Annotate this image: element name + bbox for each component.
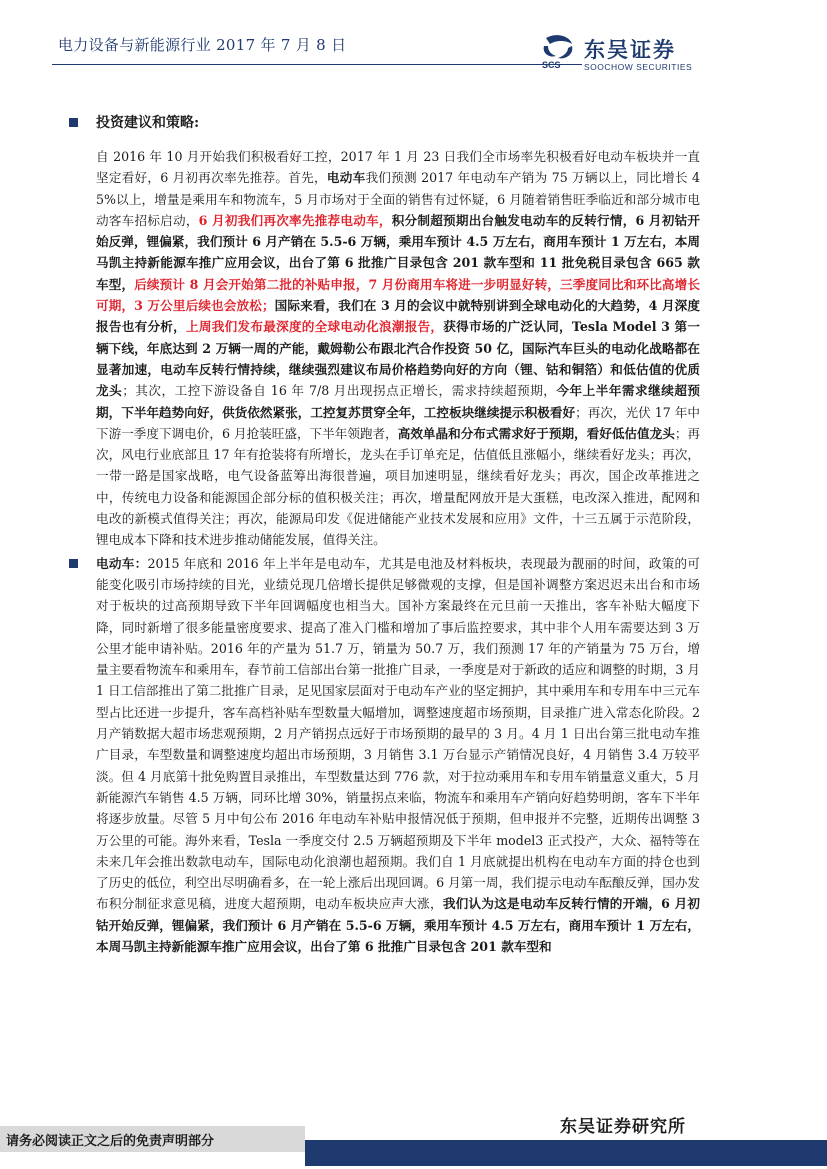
- text-segment: 获得市场的广泛认同，Tesla Model 3 第一辆下线，年底达到 2 万辆一周的产能，戴姆勒公布跟北汽合作投资 50 亿，国际汽车巨头的电动化战略都在显著加速，电动车反转行情持续，继续强烈建议布局价格趋势向好的方向（锂、钴和铜箔）和低估值的优质龙头: [96, 319, 701, 399]
- text-segment: ；再次，风电行业底部且 17 年有抢装将有所增长，龙头在手订单充足，估值低且涨幅小，继续看好龙头；再次，一带一路是国家战略，电气设备蓝筹出海很普遍，项目加速明显，继续看好龙头；再次，国企改革推进之中，传统电力设备和能源国企部分标的值积极关注；再次，增量配网放开是大蛋糕，电改深入推进，配网和电改的新模式值得关注；再次，能源局印发《促进储能产业技术发展和应用》文件，十三五属于示范阶段，锂电成本下降和技术进步推动储能发展，值得关注。: [96, 425, 701, 548]
- logo-chinese-name: 东吴证券: [584, 38, 676, 62]
- logo-english-name: SOOCHOW SECURITIES: [584, 62, 693, 72]
- disclaimer-band: [0, 1126, 305, 1152]
- text-segment: 电动车：: [96, 555, 148, 571]
- header-divider: [52, 64, 582, 65]
- footer-navy-bar: [305, 1140, 827, 1166]
- text-segment: 我们预测 2017 年电动车产销为 75 万辆以上，同比增长 45%以上，增量是乘用车和物流车，5 月市场对于全面的销售有过怀疑，6 月随着销售旺季临近和部分城市电动客车招标启动，: [96, 170, 700, 228]
- text-segment: ；再次，光伏 17 年中下游一季度下调电价，6 月抢装旺盛，下半年领跑者，: [96, 404, 700, 441]
- disclaimer-text: 请务必阅读正文之后的免责声明部分: [6, 1134, 215, 1149]
- report-title: 电力设备与新能源行业 2017 年 7 月 8 日: [58, 36, 347, 54]
- investment-strategy-paragraph: [96, 146, 700, 551]
- investment-strategy-heading: [96, 112, 700, 134]
- text-segment: 电动车: [326, 170, 366, 186]
- text-segment: 2015 年底和 2016 年上半年是电动车，尤其是电池及材料板块，表现最为靓丽的时间，政策的可能变化吸引市场持续的目光，业绩兑现几倍增长提供足够微观的支撑，但是国补调整方案迟迟未出台和市场对于板块的过高预期导致下半年回调幅度也相当大。国补方案最终在元旦前一天推出，客车补贴大幅度下降，同时新增了很多能量密度要求、提高了准入门槛和增加了事后监控要求，其中非个人用车需要达到 3 万公里才能申请补贴。2016 年的产量为 51.7 万，销量为 50.7 万，我们预测 17 年的产销量为 75 万台，增量主要看物流车和乘用车，春节前工信部出台第一批推广目录，一季度是对于新政的适应和调整的时期，3 月 1 日工信部推出了第二批推广目录，足见国家层面对于电动车产业的坚定拥护，其中乘用车和专用车中三元车型占比还进一步提升，客车高档补贴车型数量大幅增加，调整速度超市场预期，目录推广进入常态化阶段。2 月产销数据大超市场悲观预期，2 月产销拐点远好于市场预期的最早的 3 月。4 月 1 日出台第三批电动车推广目录，车型数量和调整速度均超出市场预期，3 月销售 3.1 万台显示产销情况良好，4 月销售 3.4 万较平淡。但 4 月底第十批免购置目录推出，车型数量达到 776 款，对于拉动乘用车和专用车销量意义重大，5 月新能源汽车销售 4.5 万辆，同环比增 30%，销量拐点来临，物流车和乘用车产销向好趋势明朗，客车下半年将逐步放量。尽管 5 月中旬公布 2016 年电动车补贴申报情况低于预期，但申报并不完整，近期传出调整 3 万公里的可能。海外来看，Tesla 一季度交付 2.5 万辆超预期及下半年 model3 正式投产，大众、福特等在未来几年会推出数款电动车，国际电动化浪潮也超预期。我们自 1 月底就提出机构在电动车方面的持仓也到了历史的低位，利空出尽明确看多，在一轮上涨后出现回调。6 月第一周，我们提示电动车酝酿反弹，国办发布积分制征求意见稿，进度大超预期，电动车板块应声大涨，: [96, 555, 700, 912]
- heading-text: 投资建议和策略:: [96, 115, 200, 131]
- text-segment: 高效单晶和分布式需求好于预期，看好低估值龙头: [397, 425, 675, 441]
- text-segment: 积分制超预期出台触发电动车的反转行情，6 月初钴开始反弹，锂偏紧，我们预计 6 月产销在 5.5-6 万辆，乘用车预计 4.5 万左右，商用车预计 1 万左右，本周马凯主持新能源车推广应用会议，出台了第 6 批推广目录包含 201 款车型和 11 批免税目录包含 665 款车型，: [96, 212, 701, 292]
- text-segment: 自 2016 年 10 月开始我们积极看好工控，2017 年 1 月 23 日我们全市场率先积极看好电动车板块并一直坚定看好，6 月初再次率先推荐。首先，: [96, 149, 700, 186]
- square-bullet-icon: [69, 559, 78, 568]
- logo-mark-text: SCS: [542, 60, 561, 70]
- electric-vehicle-paragraph: [96, 553, 700, 958]
- text-segment: 今年上半年需求继续超预期，下半年趋势向好，供货依然紧张，工控复苏贯穿全年，工控板块继续提示积极看好: [96, 383, 701, 420]
- text-segment: 后续预计 8 月会开始第二批的补贴申报，7 月份商用车将进一步明显好转，三季度同比和环比高增长可期，3 万公里后续也会放松；: [96, 276, 700, 314]
- report-body: [96, 112, 700, 957]
- text-segment: 6 月初我们再次率先推荐电动车，: [198, 212, 392, 228]
- square-bullet-icon: [69, 118, 78, 127]
- institute-name: 东吴证券研究所: [560, 1117, 686, 1137]
- soochow-logo: [540, 34, 730, 74]
- text-segment: ；其次，工控下游设备自 16 年 7/8 月出现拐点正增长，需求持续超预期，: [122, 383, 557, 399]
- soochow-logo-mark-icon: [540, 34, 578, 70]
- text-segment: 我们认为这是电动车反转行情的开端，6 月初钴开始反弹，锂偏紧，我们预计 6 月产销在 5.5-6 万辆，乘用车预计 4.5 万左右，商用车预计 1 万左右，本周马凯主持新能源车推广应用会议，出台了第 6 批推广目录包含 201 款车型和: [96, 896, 701, 954]
- text-segment: 上周我们发布最深度的全球电动化浪潮报告，: [186, 319, 444, 335]
- text-segment: 国际来看，我们在 3 月的会议中就特别讲到全球电动化的大趋势，4 月深度报告也有分析，: [96, 298, 700, 335]
